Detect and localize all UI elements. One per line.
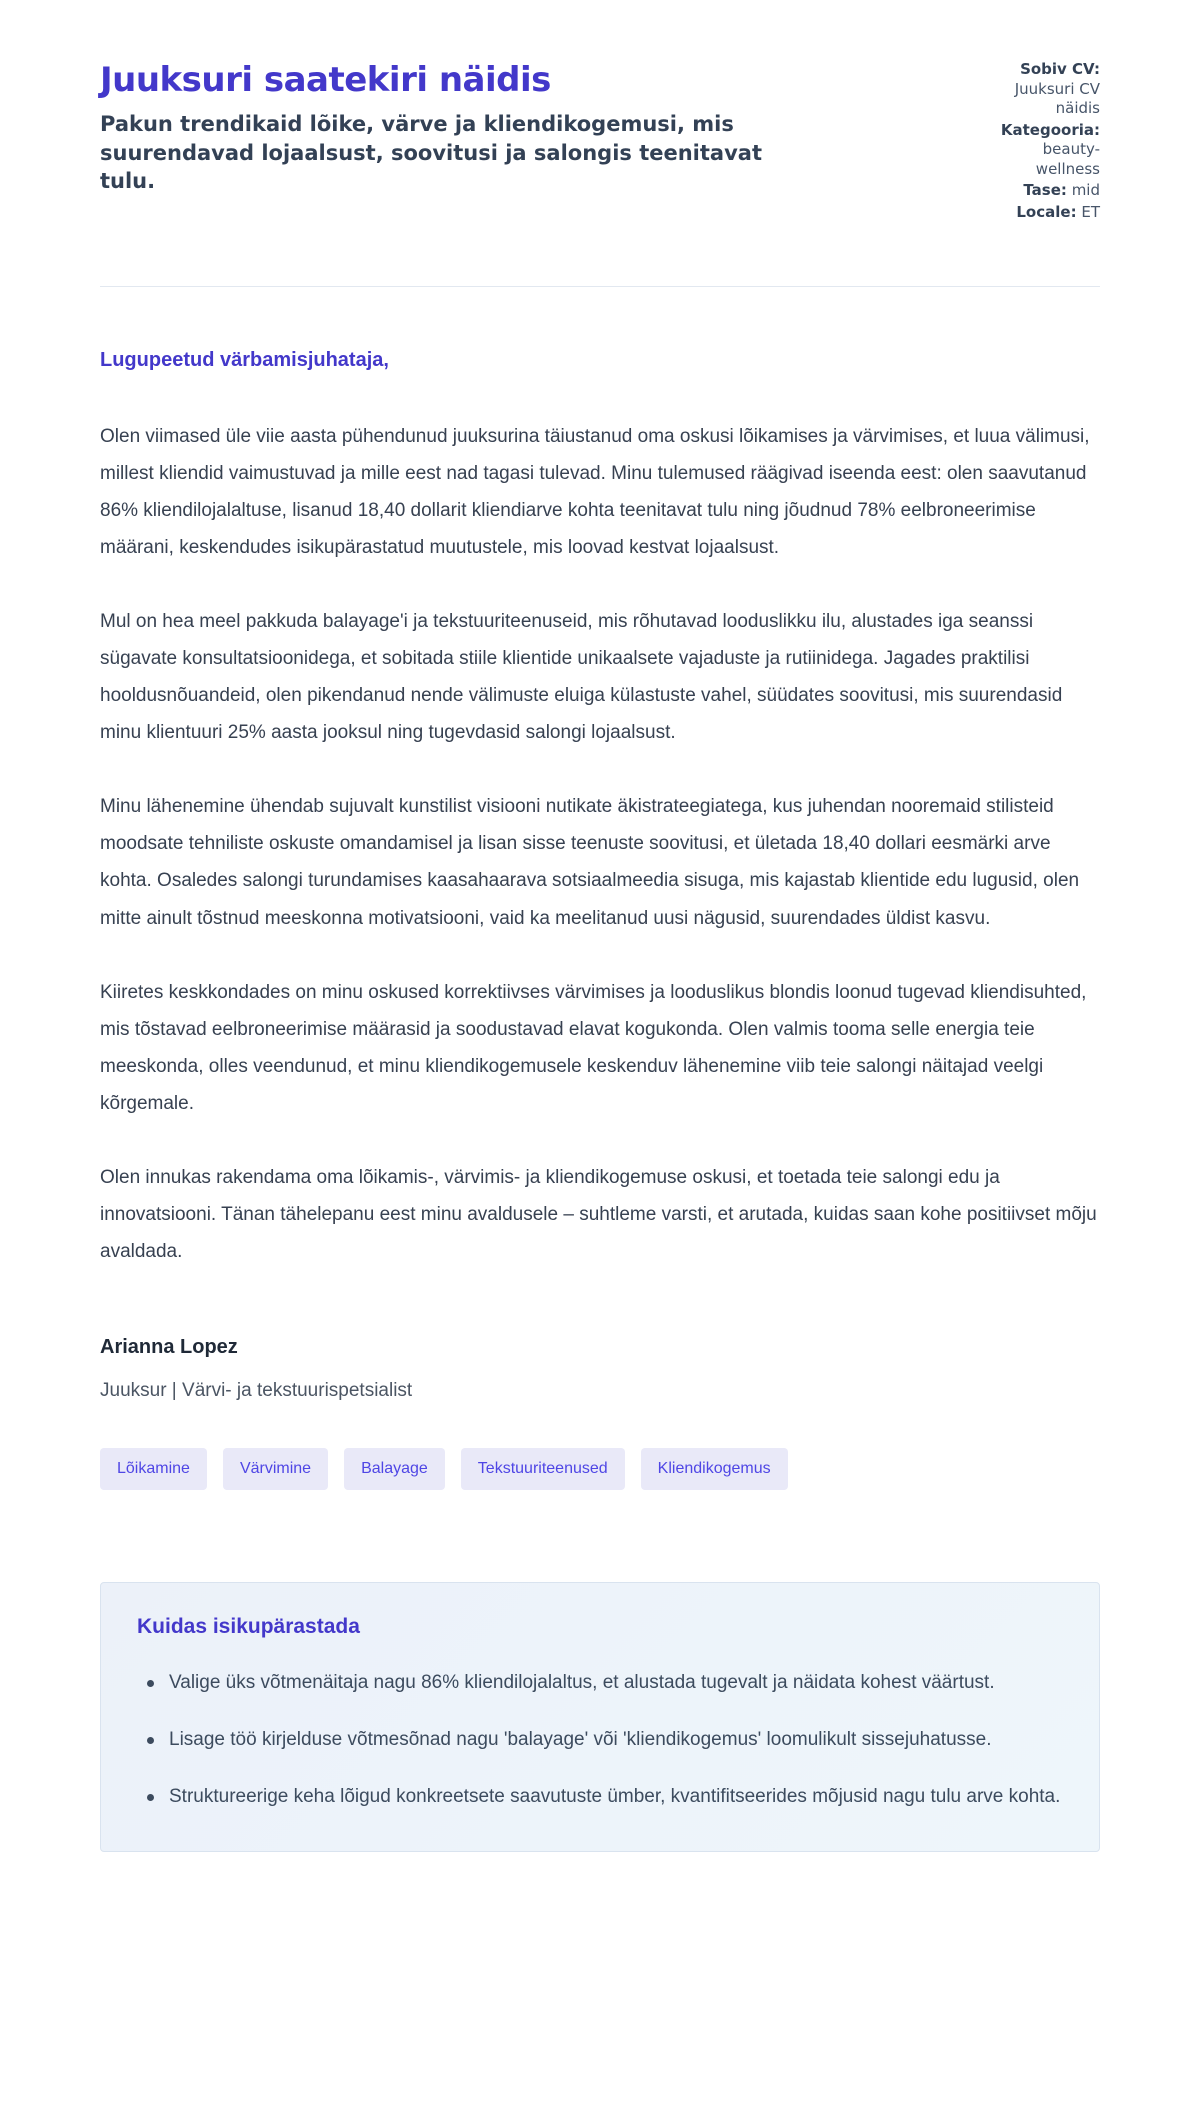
tag-chip: Tekstuuriteenused [461,1448,625,1490]
letter-paragraph: Olen innukas rakendama oma lõikamis-, värvimis- ja kliendikogemuse oskusi, et toetada teie salongi edu ja innovatsiooni. Tänan tähelepanu eest minu avaldusele – suhtleme varsti, et arutada, kuidas saan kohe positiivset mõju avaldada. [100,1166,1097,1262]
letter-body [100,349,1100,1402]
tag-chip: Balayage [344,1448,445,1490]
meta-label: Locale: [1016,202,1077,221]
tag-chip: Kliendikogemus [641,1448,788,1490]
tips-item: Struktureerige keha lõigud konkreetsete saavutuste ümber, kvantifitseerides mõjusid nagu tulu arve kohta. [143,1779,1063,1815]
letter-paragraphs [100,418,1100,1270]
signature-block [100,1336,1100,1402]
bottom-spacer [100,1852,1100,1922]
skill-tags [100,1448,1100,1490]
meta-panel [980,60,1100,224]
letter-greeting: Lugupeetud värbamisjuhataja, [100,349,389,371]
meta-value: beauty-wellness [1035,140,1100,178]
meta-value: ET [1081,202,1100,221]
meta-item [980,181,1100,201]
header-title-block [100,60,800,196]
header-divider [100,286,1100,287]
meta-item [980,203,1100,223]
letter-paragraph: Olen viimased üle viie aasta pühendunud juuksurina täiustanud oma oskusi lõikamises ja värvimises, et luua välimusi, millest kliendid vaimustuvad ja mille eest nad tagasi tulevad. Minu tulemused räägivad iseenda eest: olen saavutanud 86% kliendilojalaltuse, lisanud 18,40 dollarit kliendiarve kohta teenitavat tulu ning jõudnud 78% eelbroneerimise määrani, keskendudes isikupärastatud muutustele, mis loovad kestvat lojaalsust. [100,426,1090,559]
meta-value: mid [1071,181,1100,199]
meta-label: Kategooria: [1000,120,1100,139]
tips-item: Lisage töö kirjelduse võtmesõnad nagu 'balayage' või 'kliendikogemus' loomulikult sissejuhatusse. [143,1722,1063,1758]
meta-item [980,121,1100,180]
meta-label: Tase: [1023,181,1067,199]
meta-item [980,60,1100,119]
letter-paragraph: Kiiretes keskkondades on minu oskused korrektiivses värvimises ja looduslikus blondis loonud tugevad kliendisuhted, mis tõstavad eelbroneerimise määrasid ja soodustavad elavat kogukonda. Olen valmis tooma selle energia teie meeskonda, olles veendunud, et minu kliendikogemusele keskenduv lähenemine viib teie salongi näitajad veelgi kõrgemale. [100,981,1087,1114]
meta-value: Juuksuri CV näidis [1014,79,1100,117]
page-header [100,60,1100,224]
tips-box [100,1582,1100,1852]
cover-letter-page [100,0,1100,1922]
tag-chip: Värvimine [223,1448,328,1490]
meta-label: Sobiv CV: [1020,60,1100,78]
letter-paragraph: Minu lähenemine ühendab sujuvalt kunstilist visiooni nutikate äkistrateegiatega, kus juhendan nooremaid stilisteid moodsate tehniliste oskuste omandamisel ja lisan sisse teenuste soovitusi, et ületada 18,40 dollari eesmärki arve kohta. Osaledes salongi turundamises kaasahaarava sotsiaalmeedia sisuga, mis kajastab klientide edu lugusid, olen mitte ainult tõstnud meeskonna motivatsiooni, vaid ka meelitanud uusi nägusid, suurendades üldist kasvu. [100,796,1080,929]
letter-paragraph: Mul on hea meel pakkuda balayage'i ja tekstuuriteenuseid, mis rõhutavad looduslikku ilu, alustades iga seanssi sügavate konsultatsioonidega, et sobitada stiile klientide unikaalsete vajaduste ja rutiinidega. Jagades praktilisi hooldusnõuandeid, olen pikendanud nende välimuste eluiga külastuste vahel, süüdates soovitusi, mis suurendasid minu klientuuri 25% aasta jooksul ning tugevdasid salongi lojaalsust. [100,611,1063,744]
tips-list [137,1665,1063,1815]
tips-title: Kuidas isikupärastada [137,1614,360,1638]
tag-chip: Lõikamine [100,1448,207,1490]
signature-role: Juuksur | Värvi- ja tekstuurispetsialist [100,1379,413,1401]
page-subtitle: Pakun trendikaid lõike, värve ja kliendikogemusi, mis suurendavad lojaalsust, soovitusi ja salongis teenitavat tulu. [100,112,762,194]
tips-item: Valige üks võtmenäitaja nagu 86% kliendilojalaltus, et alustada tugevalt ja näidata kohest väärtust. [143,1665,1063,1701]
page-title: Juuksuri saatekiri näidis [100,60,551,100]
signature-name: Arianna Lopez [100,1335,238,1358]
